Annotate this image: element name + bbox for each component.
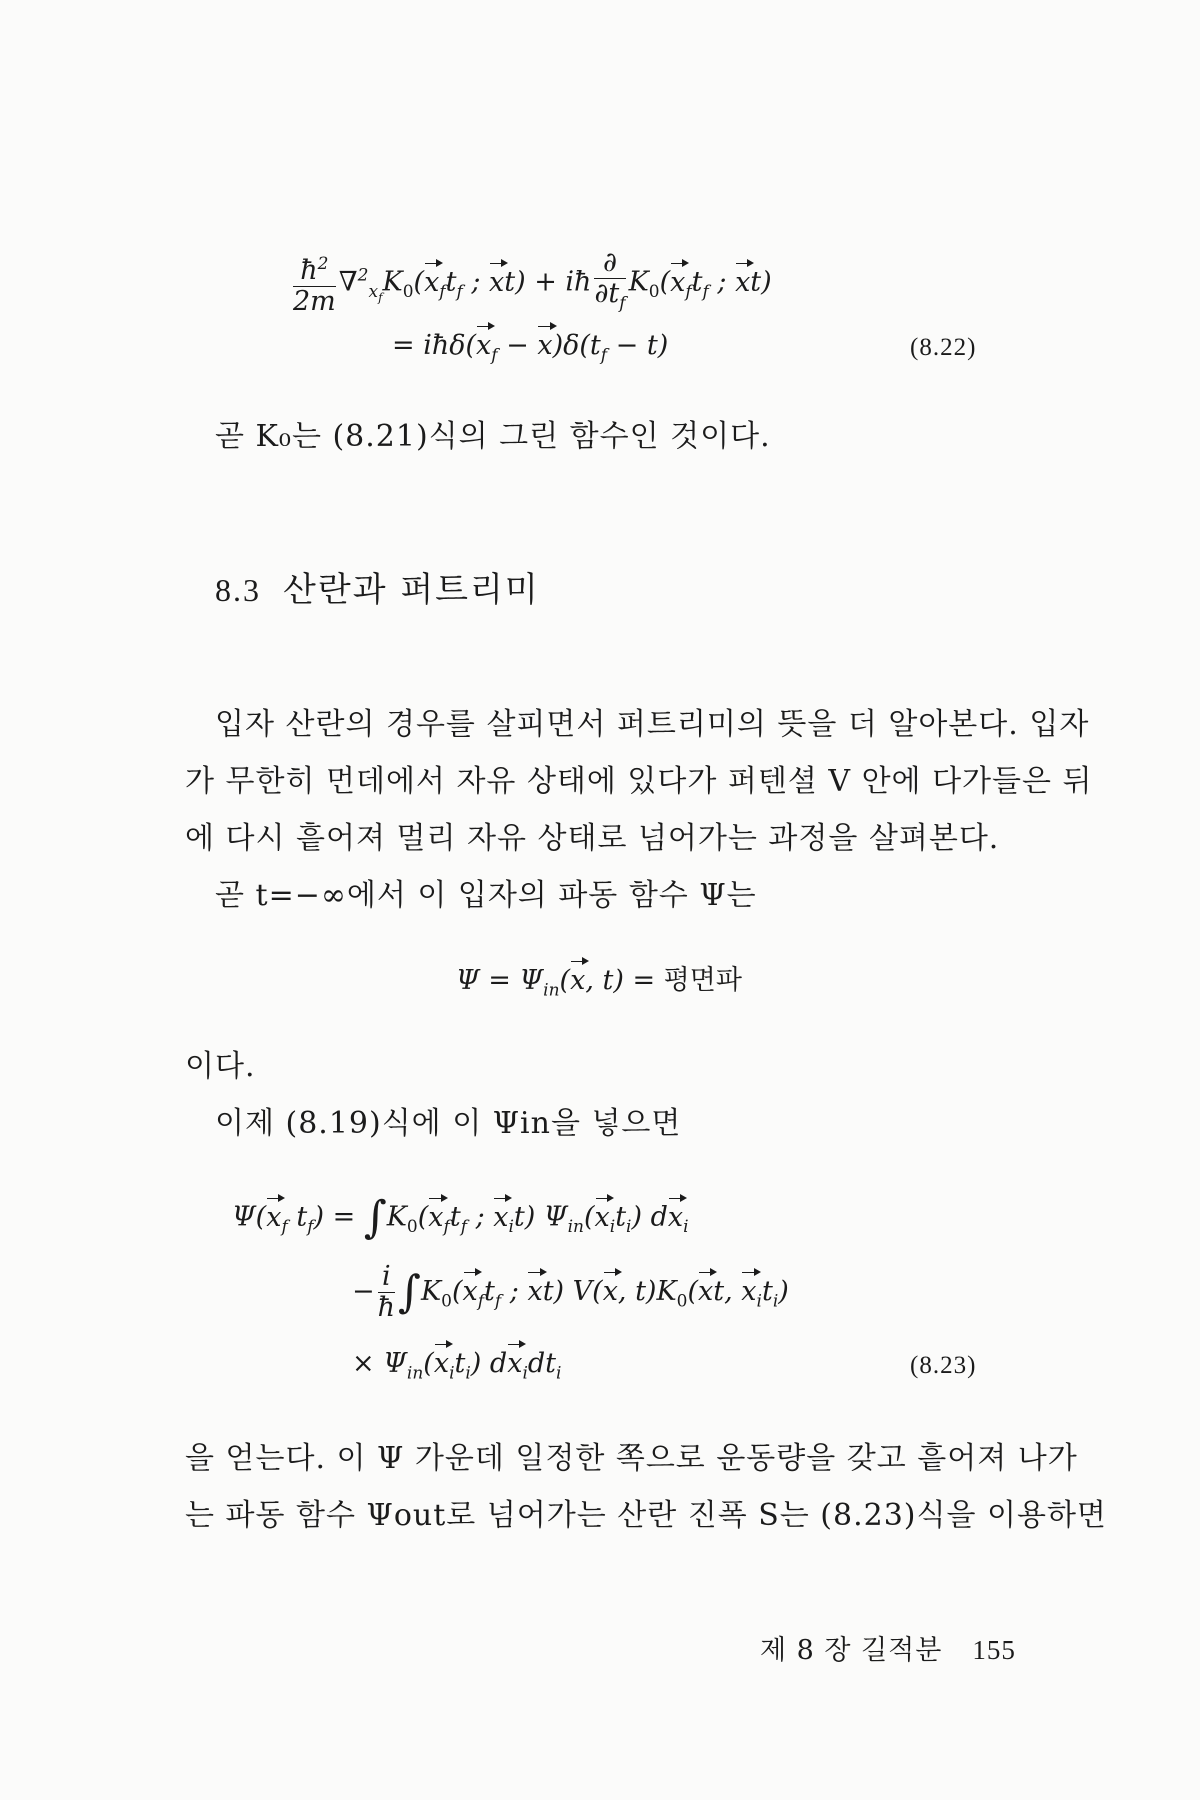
paragraph-line: 곧 t=−∞에서 이 입자의 파동 함수 Ψ는: [215, 878, 757, 913]
section-heading: [215, 562, 540, 611]
equation-8-22-line2: = $iħ\delta(x_f - x)\delta(t_f - t)$: [392, 330, 669, 366]
paragraph-line: 는 파동 함수 Ψout로 넘어가는 산란 진폭 S는 (8.23)식을 이용하면: [185, 1498, 1107, 1533]
paragraph-line: 을 얻는다. 이 Ψ 가운데 일정한 쪽으로 운동량을 갖고 흩어져 나가: [185, 1441, 1078, 1476]
text-line-ida: 이다.: [185, 1049, 256, 1084]
page-footer: [760, 1628, 1016, 1667]
page-number: 155: [972, 1635, 1016, 1665]
section-title: 산란과 퍼트리미: [283, 570, 540, 610]
equation-8-23-line3: × $\Psi_{in}(x_it_i)$ $dx_idt_i$: [352, 1348, 562, 1384]
equation-plane-wave: $\Psi = \Psi_{in}(x$, t) = 평면파: [456, 965, 742, 1001]
chapter-label: 제 8 장 길적분: [760, 1635, 943, 1666]
paragraph-line: 입자 산란의 경우를 살피면서 퍼트리미의 뜻을 더 알아본다. 입자: [215, 707, 1090, 742]
text-line-ije: 이제 (8.19)식에 이 Ψin을 넣으면: [215, 1106, 682, 1141]
section-number: 8.3: [215, 572, 261, 608]
plane-wave-text: 평면파: [663, 965, 742, 996]
equation-number-8-23: (8.23): [910, 1352, 977, 1379]
paragraph-line: 에 다시 흩어져 멀리 자유 상태로 넘어가는 과정을 살펴본다.: [185, 821, 1000, 856]
equation-8-22-line1: $\frac{ħ^2}{2m}$ $\nabla^2_{x_f}K_0(x_ft_f$ ; xt) + iħ $\frac{\partial}{\partial t_f}$ $K_0(x_ft_f$ ; xt): [293, 247, 772, 318]
equation-number-8-22: (8.22): [910, 334, 977, 361]
equation-8-23-line1: $\Psi(x_f$ $t_f) = \int K_0(x_ft_f$ ; $x_it$) $\Psi_{in}(x_it_i)$ $dx_i$: [232, 1192, 689, 1243]
text-line-after-8-22: 곧 K₀는 (8.21)식의 그린 함수인 것이다.: [215, 419, 771, 454]
equation-8-23-line2: − $\frac{i}{ħ}$ $\int K_0(x_ft_f$ ; xt) V(x, $t)K_0(xt$, $x_it_i$): [352, 1261, 789, 1323]
paragraph-line: 가 무한히 먼데에서 자유 상태에 있다가 퍼텐셜 V 안에 다가들은 뒤: [185, 764, 1093, 799]
